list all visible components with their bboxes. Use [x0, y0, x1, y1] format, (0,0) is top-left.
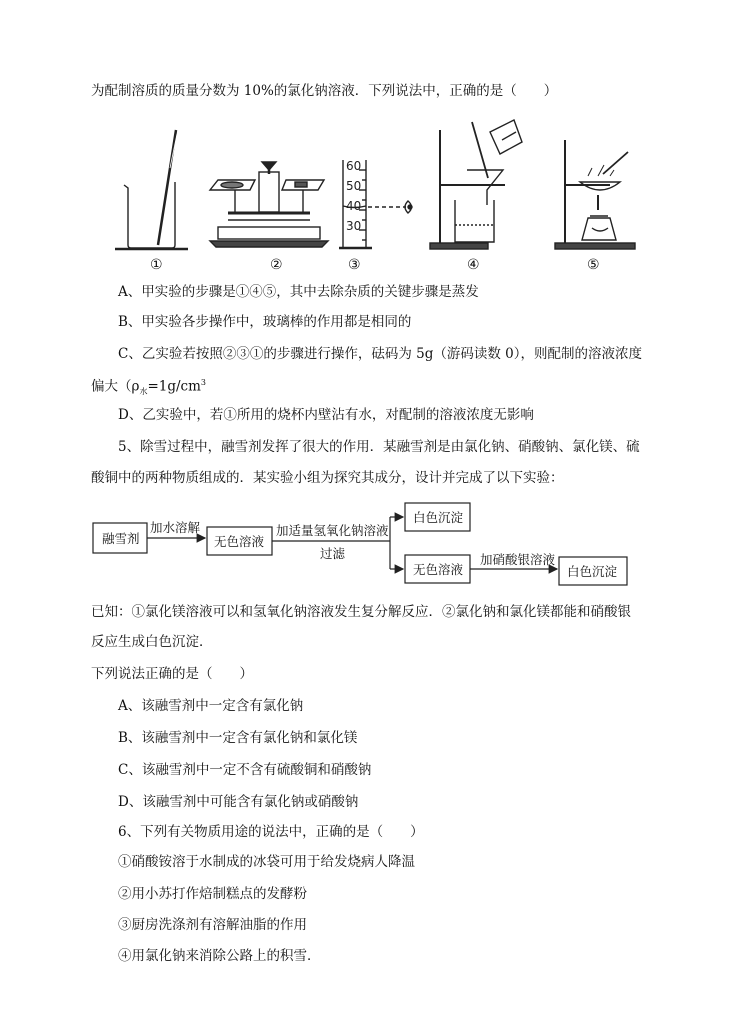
q4-stem: 为配制溶质的质量分数为 10%的氯化钠溶液．下列说法中，正确的是（ ）	[91, 83, 558, 99]
figure-label-1: ①	[150, 257, 163, 273]
filtration-diagram	[430, 120, 522, 249]
figure-label-5: ⑤	[587, 257, 600, 273]
q5-option-a: A、该融雪剂中一定含有氯化钠	[118, 698, 304, 714]
q5-known-line2: 反应生成白色沉淀．	[91, 634, 213, 650]
evaporation-diagram	[555, 140, 635, 249]
flow-box1-text: 融雪剂	[102, 531, 140, 546]
q5-option-b: B、该融雪剂中一定含有氯化钠和氯化镁	[118, 730, 358, 746]
q4-option-b: B、甲实验各步操作中，玻璃棒的作用都是相同的	[118, 314, 412, 330]
q6-item-4: ④用氯化钠来消除公路上的积雪．	[118, 948, 321, 964]
cylinder-tick-30: 30	[346, 219, 362, 233]
q5-option-d: D、该融雪剂中可能含有氯化钠或硝酸钠	[118, 794, 359, 810]
flow-box2-text: 无色溶液	[214, 534, 265, 549]
beaker-with-rod-diagram	[115, 130, 188, 249]
flow-box3-text: 白色沉淀	[413, 510, 464, 525]
q5-option-c: C、该融雪剂中一定不含有硫酸铜和硝酸钠	[118, 762, 372, 778]
q5-ask: 下列说法正确的是（ ）	[91, 666, 253, 682]
q4-option-d: D、乙实验中，若①所用的烧杯内壁沾有水，对配制的溶液浓度无影响	[118, 407, 534, 423]
q6-item-1: ①硝酸铵溶于水制成的冰袋可用于给发烧病人降温	[118, 854, 415, 870]
q4-option-c-line2-mid: =1g/cm	[147, 378, 201, 395]
cylinder-tick-40: 40	[346, 199, 362, 213]
figure-label-3: ③	[348, 257, 361, 273]
q5-known-line1: 已知：①氯化镁溶液可以和氢氧化钠溶液发生复分解反应．②氯化钠和氯化镁都能和硝酸银	[91, 604, 631, 620]
q4-option-a: A、甲实验的步骤是①④⑤，其中去除杂质的关键步骤是蒸发	[118, 284, 479, 300]
flow-arrow3-label: 加硝酸银溶液	[480, 552, 556, 567]
q4-option-c-line2-pre: 偏大（ρ	[91, 378, 140, 395]
q5-stem-line2: 酸铜中的两种物质组成的．某实验小组为探究其成分，设计并完成了以下实验：	[91, 470, 564, 486]
flow-arrow2-bottom-label: 过滤	[320, 546, 346, 561]
apparatus-figure	[110, 110, 670, 275]
q5-flow-diagram	[90, 500, 650, 590]
figure-label-4: ④	[467, 257, 480, 273]
q5-stem-line1: 5、除雪过程中，融雪剂发挥了很大的作用．某融雪剂是由氯化钠、硝酸钠、氯化镁、硫	[118, 439, 640, 455]
balance-diagram	[210, 162, 328, 247]
cylinder-tick-50: 50	[346, 179, 362, 193]
q6-item-3: ③厨房洗涤剂有溶解油脂的作用	[118, 917, 307, 933]
q4-option-c-line2-sup: 3	[200, 378, 206, 387]
flow-box5-text: 白色沉淀	[567, 564, 618, 579]
cylinder-tick-60: 60	[346, 159, 362, 173]
flow-arrow1-label: 加水溶解	[150, 520, 201, 535]
figure-label-2: ②	[270, 257, 283, 273]
q6-item-2: ②用小苏打作焙制糕点的发酵粉	[118, 886, 307, 902]
q4-option-c-line1: C、乙实验若按照②③①的步骤进行操作，砝码为 5g（游码读数 0），则配制的溶液浓度	[118, 346, 642, 362]
q6-stem: 6、下列有关物质用途的说法中，正确的是（ ）	[118, 824, 424, 840]
flow-box4-text: 无色溶液	[413, 562, 464, 577]
flow-arrow2-top-label: 加适量氢氧化钠溶液	[276, 523, 389, 538]
q4-option-c-line2	[91, 373, 206, 402]
q4-option-c-line2-sub: 水	[139, 387, 148, 397]
